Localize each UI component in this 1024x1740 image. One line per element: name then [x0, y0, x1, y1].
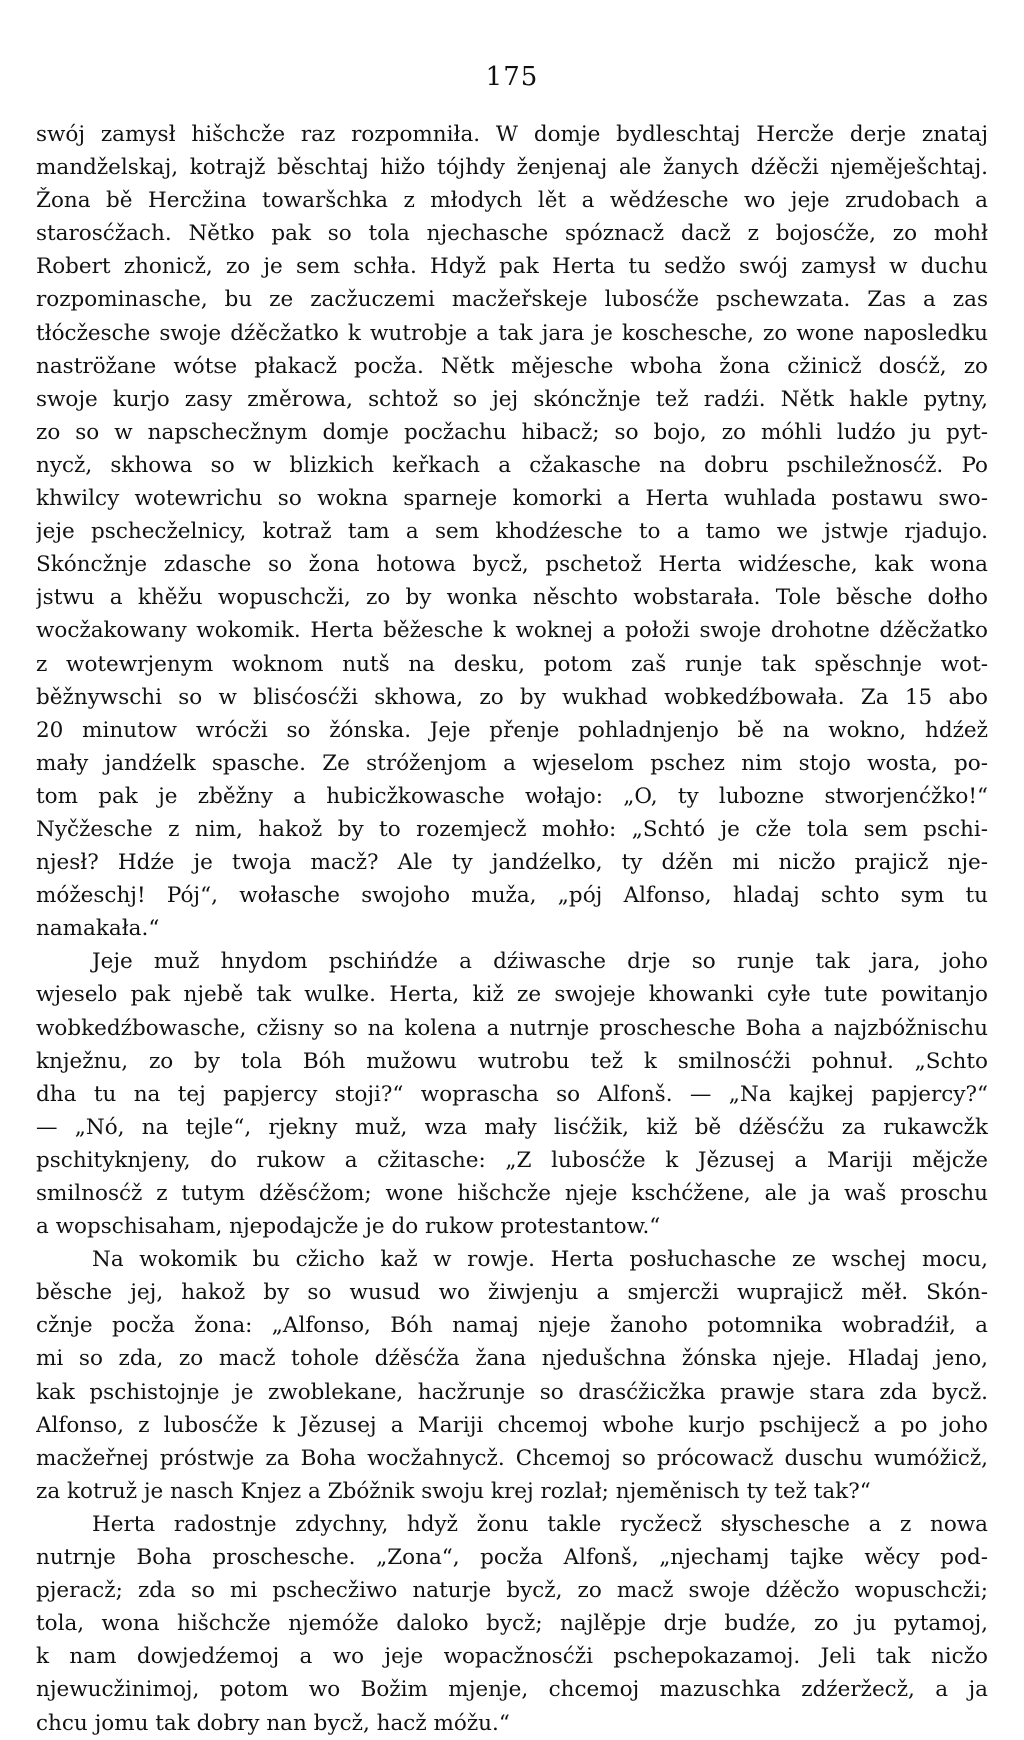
text-line: tola, wona hišchcže njemóže daloko bycž; najlěpje drje budźe, zo ju pytamoj, — [36, 1611, 988, 1637]
text-line: macžeřnej próstwje za Boha wocžahnycž. Chcemoj so prócowacž duschu wumóžicž, — [36, 1445, 988, 1471]
page-number: 175 — [485, 62, 539, 92]
text-line: běžnywschi so w blisćosćži skhowa, zo by wukhad wobkedźbowała. Za 15 abo — [36, 684, 988, 710]
text-line: wobkedźbowasche, cžisny so na kolena a nutrnje proschesche Boha a najzbóžnischu — [36, 1015, 988, 1041]
text-line: jstwu a khěžu wopuschcži, zo by wonka něschto wobstarała. Tole běsche dołho — [36, 585, 988, 611]
text-line: Žona bě Hercžina towaršchka z młodych lět a wědźesche wo jeje zrudobach a — [36, 188, 988, 214]
text-line: móžeschj! Pój“, wołasche swojoho muža, „pój Alfonso, hladaj schto sym tu — [36, 883, 988, 909]
text-line: jeje pschecželnicy, kotraž tam a sem khodźesche to a tamo we jstwje rjadujo. — [36, 519, 988, 545]
text-line: chcu jomu tak dobry nan bycž, hacž móžu.“ — [36, 1710, 510, 1736]
text-line: běsche jej, hakož by so wusud wo žiwjenju a smjercži wuprajicž měł. Skón- — [36, 1280, 988, 1306]
text-line: smilnosćž z tutym dźěsćžom; wone hišchcže njeje kschćžene, ale ja waš proschu — [36, 1181, 988, 1206]
text-line: nutrnje Boha proschesche. „Zona“, pocža Alfonš, „njechamj tajke wěcy pod- — [36, 1545, 988, 1571]
text-line: 20 minutow wrócži so žónska. Jeje přenje pohladnjenjo bě na wokno, hdźež — [36, 717, 988, 743]
text-line: mi so zda, zo macž toholе dźěsćža žana njedušchna žónska njeje. Hladaj jeno, — [36, 1346, 988, 1372]
text-line: za kotruž je nasch Knjez a Zbóžnik swoju krej rozlał; njeměnisch ty tež tak?“ — [36, 1478, 871, 1504]
text-line: wocžakowany wokomik. Herta běžesche k woknej a połoži swoje drohotne dźěcžatko — [36, 618, 988, 644]
text-line: swoje kurjo zasy změrowa, schtož so jej skóncžnje tež radźi. Nětk hakle pytny, — [36, 386, 988, 412]
text-line: starosćžach. Nětko pak so tola njechasche spóznacž dacž z bojosćže, zo mohł — [36, 221, 988, 247]
text-line: Alfonso, z lubosćže k Jězusej a Mariji chcemoj wbohe kurjo pschijecž a po joho — [36, 1412, 988, 1438]
text-line: Skóncžnje zdasche so žona hotowa bycž, pschetož Herta widźesche, kak wona — [36, 552, 988, 578]
text-line: njewucžinimoj, potom wo Božim mjenje, chcemoj mazuschka zdźeržecž, a ja — [36, 1677, 988, 1703]
text-line: Herta radostnje zdychny, hdyž žonu takle rycžecž słyschesche a z nowa — [92, 1511, 988, 1537]
text-line: njesł? Hdźe je twoja macž? Ale ty jandźelko, ty dźěn mi nicžo prajicž nje- — [36, 850, 988, 876]
text-line: pjeracž; zda so mi pschecžiwo naturje bycž, zo macž swoje dźěcžo wopuschcži; — [36, 1578, 988, 1604]
text-line: z wotewrjenym woknom nutš na desku, potom zaš runje tak spěschnje wot- — [36, 651, 988, 677]
text-line: mały jandźelk spasche. Ze stróženjom a wjeselom pschez nim stojo wosta, po- — [36, 750, 988, 776]
text-line: swój zamysł hišchcže raz rozpomniła. W domje bydleschtaj Hercže derje znataj — [36, 122, 988, 147]
text-line: dha tu na tej papjercy stoji?“ woprascha so Alfonš. — „Na kajkej papjercy?“ — [36, 1081, 988, 1107]
text-line: Robert zhonicž, zo je sem schła. Hdyž pak Herta tu sedžo swój zamysł w duchu — [36, 254, 988, 280]
text-line: mandželskaj, kotrajž běschtaj hižo tójhdy ženjenaj ale žanych dźěcži njeměješchtaj. — [36, 155, 988, 181]
text-line: pschityknjeny, do rukow a cžitasche: „Z lubosćže k Jězusej a Mariji mějcže — [36, 1147, 988, 1173]
text-line: zo so w napschecžnym domje pocžachu hibacž; so bojo, zo móhli ludźo ju pyt- — [36, 419, 988, 445]
text-line: khwilcy wotewrichu so wokna sparneje komorki a Herta wuhlada postawu swo- — [36, 486, 988, 512]
text-line: knježnu, zo by tola Bóh mužowu wutrobu tež k smilnosćži pohnuł. „Schto — [36, 1048, 988, 1074]
text-line: Na wokomik bu cžicho kaž w rowje. Herta posłuchasche ze wschej mocu, — [92, 1247, 988, 1273]
text-line: naströžane wótse płakacž pocža. Nětk mějesche wboha žona cžinicž dosćž, zo — [36, 353, 988, 379]
text-line: Nyčžesche z nim, hakož by to rozemjecž mohło: „Schtó je cže tola sem pschi- — [36, 816, 988, 842]
text-line: rozpominasche, bu ze zacžuczemi macžeřskeje lubosćže pschewzata. Zas a zas — [36, 287, 988, 313]
text-line: Jeje muž hnydom pschińdźe a dźiwasche drje so runje tak jara, joho — [92, 949, 988, 975]
text-line: wjeselo pak njebě tak wulke. Herta, kiž ze swojeje khowanki cyłe tute powitanjo — [36, 982, 988, 1008]
text-line: kak pschistojnje je zwoblekane, hacžrunje so drasćžicžka prawje stara zda bycž. — [36, 1379, 988, 1405]
text-line: namakała.“ — [36, 916, 160, 942]
text-line: tom pak je zběžny a hubicžkowasche wołajo: „O, ty lubozne stworjenćžko!“ — [36, 783, 988, 809]
text-line: a wopschisaham, njepodajcže je do rukow protestantow.“ — [36, 1214, 661, 1240]
text-line: cžnje pocža žona: „Alfonso, Bóh namaj njeje žanoho potomnika wobradźił, a — [36, 1313, 988, 1339]
body-text — [36, 118, 988, 1740]
text-line: k nam dowjedźemoj a wo jeje wopacžnosćži pschepokazamoj. Jeli tak nicžo — [36, 1644, 988, 1670]
text-line: — „Nó, na tejle“, rjeknу muž, wza mały lisćžik, kiž bě dźěsćžu za rukawcžk — [36, 1114, 988, 1140]
text-line: nycž, skhowa so w blizkich keřkach a cžakasche na dobru pschiležnosćž. Po — [36, 452, 988, 478]
text-line: tłócžesche swoje dźěcžatko k wutrobje a tak jara je koschesche, zo wone naposledku — [36, 320, 988, 346]
